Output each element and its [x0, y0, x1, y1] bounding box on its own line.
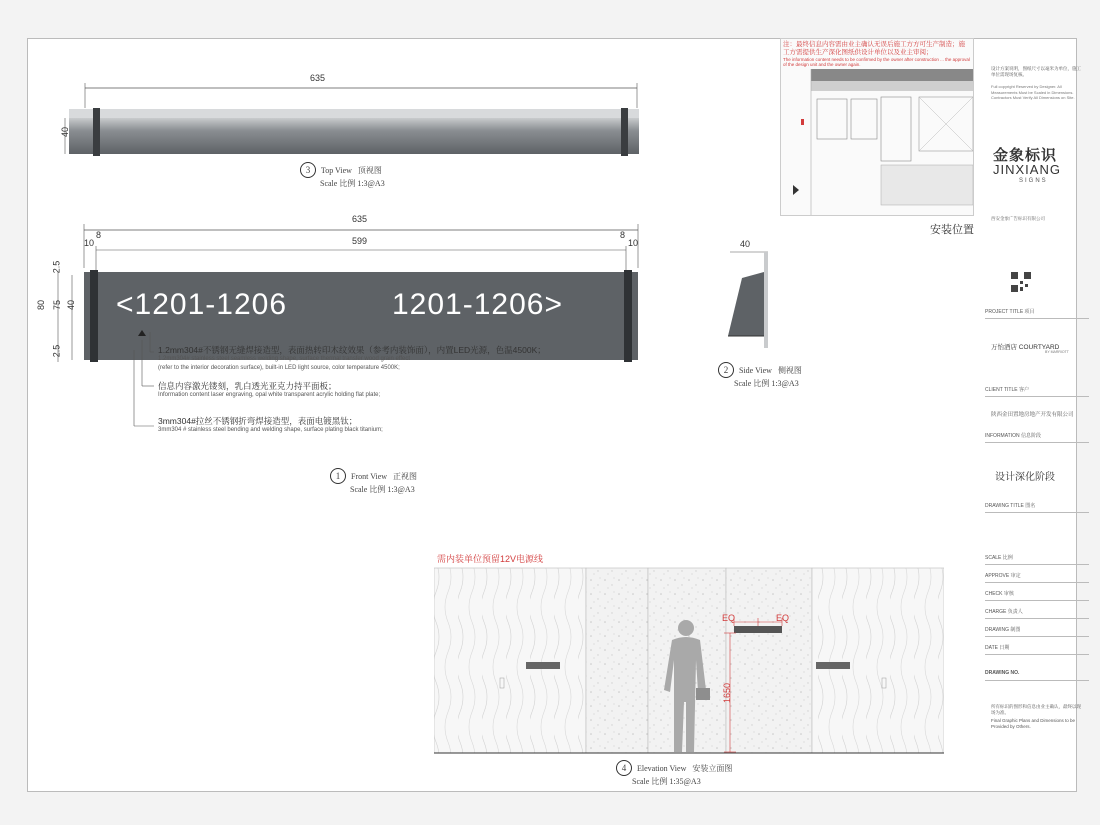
side-view-dim-40: 40 [740, 239, 751, 249]
location-warning-en: The information content needs to be confirmed by the owner after construction ... the approval of the design unit and the owner again. [783, 57, 970, 67]
company-logo-cn: 金象标识 [993, 147, 1058, 164]
chevron-right-icon: > [544, 288, 563, 321]
elevation-view-scale: Scale 比例 1:35@A3 [632, 777, 701, 786]
front-view-dim-75: 75 [52, 299, 63, 311]
sign-text-right [392, 288, 563, 322]
note-1-cn: 1.2mm304#不锈钢无缝焊接造型，表面热转印木纹效果（参考内装饰面），内置LED光源，色温4500K； [158, 345, 546, 355]
project-title-label: PROJECT TITLE 项目 [985, 309, 1035, 315]
power-note: 需内装单位预留12V电源线 [437, 554, 544, 564]
company-logo-sub: SIGNS [1019, 178, 1048, 184]
side-view-number: 2 [718, 362, 734, 378]
date-label: DATE 日期 [985, 645, 1010, 651]
top-view-number: 3 [300, 162, 316, 178]
note-3-cn: 3mm304#拉丝不锈钢折弯焊接造型，表面电镀黑钛； [158, 416, 358, 426]
elevation-view-title-block [616, 760, 732, 787]
side-view-scale: Scale 比例 1:3@A3 [734, 379, 799, 388]
top-view-title: Top View [320, 166, 352, 175]
front-view-dim-2-5-bottom: 2.5 [51, 344, 62, 358]
note-2-cn: 信息内容激光镂刻，乳白透光亚克力持平面板； [158, 381, 337, 391]
chevron-left-icon: < [116, 288, 135, 321]
side-view-drawing [720, 244, 790, 354]
top-view-title-block [300, 162, 385, 189]
project-logo-sub: BY MARRIOTT [1045, 350, 1069, 354]
drawing-no-row [985, 670, 1089, 681]
front-view-dim-10-right: 10 [628, 238, 639, 248]
information-row [985, 432, 1089, 443]
charge-label: CHARGE 负责人 [985, 609, 1023, 615]
front-view-dim-635: 635 [352, 214, 368, 224]
front-view-number: 1 [330, 468, 346, 484]
qr-code-icon [1011, 272, 1031, 292]
front-view-note-1 [158, 346, 546, 373]
top-view-dim-635: 635 [310, 73, 326, 83]
client-name: 陕西金田置地房地产开发有限公司 [991, 412, 1074, 418]
front-view-dim-2-5-top: 2.5 [51, 260, 62, 274]
top-view-dim-40: 40 [60, 126, 71, 138]
project-logo: 万怡酒店 COURTYARD [991, 344, 1060, 351]
front-view-scale: Scale 比例 1:3@A3 [350, 485, 415, 494]
front-view-dim-10-left: 10 [84, 238, 95, 248]
check-row [985, 590, 1089, 601]
note-2-en: Information content laser engraving, opal white transparent acrylic holding flat plate; [158, 392, 381, 398]
drawing-no-label: DRAWING NO. [985, 670, 1020, 676]
front-view-dim-40: 40 [66, 299, 77, 311]
date-row [985, 644, 1089, 655]
side-view-title-block [718, 362, 802, 389]
scale-label: SCALE 比例 [985, 555, 1013, 561]
approve-row [985, 572, 1089, 583]
front-view-title-cn: 正视图 [393, 472, 418, 481]
elevation-view-number: 4 [616, 760, 632, 776]
front-view-dim-8-left: 8 [96, 230, 102, 240]
sign-room-range-right: 1201-1206 [392, 288, 545, 321]
check-label: CHECK 审核 [985, 591, 1014, 597]
front-view-note-3 [158, 417, 383, 435]
project-title-row [985, 308, 1089, 319]
eq-right: EQ [776, 613, 790, 623]
drawing-label: DRAWING 制图 [985, 627, 1021, 633]
note-1-en-a: 1.2mm304# stainless steel seamless welding shape, surface thermal transfer wood grain effect [158, 356, 411, 362]
side-view-title: Side View [739, 366, 772, 375]
front-view-title: Front View [351, 472, 388, 481]
front-view-title-block [330, 468, 417, 495]
company-logo-en: JINXIANG [993, 162, 1061, 177]
elevation-view-title: Elevation View [637, 764, 687, 773]
location-label: 安装位置 [930, 224, 974, 236]
eq-left: EQ [722, 613, 736, 623]
scale-row [985, 554, 1089, 565]
design-stage: 设计深化阶段 [995, 472, 1055, 483]
location-warning-cn: 注：最终信息内容需由业主确认无误后施工方方可生产制造；施工方需提供生产深化图纸供设计单位以及业主审阅； [783, 41, 965, 56]
top-view-scale: Scale 比例 1:3@A3 [320, 179, 385, 188]
charge-row [985, 608, 1089, 619]
company-name: 西安金象广告标识有限公司 [991, 216, 1045, 221]
side-view-title-cn: 侧视图 [777, 366, 802, 375]
drawing-title-row [985, 502, 1089, 513]
title-block-footer-en: Final Graphic Plans and Dimensions to be Provided by Others. [991, 718, 1076, 729]
drawing-row [985, 626, 1089, 637]
elevation-dim-1650: 1650 [722, 682, 733, 704]
client-title-row [985, 386, 1089, 397]
title-block-notes-cn: 设计方案说明，图纸尺寸以毫米为单位，施工单位需现场复核。 [991, 66, 1081, 77]
front-view-dim-8-right: 8 [620, 230, 626, 240]
sign-text-left [116, 288, 287, 322]
title-block-footer-cn: 所有标识的图形和信息由业主确认，最终以现场为准。 [991, 704, 1081, 715]
top-view-title-cn: 顶视图 [357, 166, 382, 175]
approve-label: APPROVE 审定 [985, 573, 1021, 579]
client-title-label: CLIENT TITLE 客户 [985, 387, 1029, 393]
elevation-view-title-cn: 安装立面图 [692, 764, 733, 773]
front-view-note-2 [158, 382, 380, 400]
note-1-en-b: (refer to the interior decoration surface), built-in LED light source, color temperature 4500K; [158, 365, 400, 371]
front-view-dim-80: 80 [36, 299, 47, 311]
sign-room-range-left: 1201-1206 [134, 288, 287, 321]
title-block-notes-en: Full copyright Reserved by Designer. All Measurements Must be Scaled in Dimensions. Contractors Must Verify All Dimensions on Site. [991, 84, 1075, 100]
drawing-title-label: DRAWING TITLE 图名 [985, 503, 1036, 509]
elevation-drawing [434, 562, 944, 757]
location-plan [780, 38, 974, 216]
note-3-en: 3mm304 # stainless steel bending and welding shape, surface plating black titanium; [158, 427, 383, 433]
title-block [985, 58, 1089, 748]
location-floorplan [781, 69, 973, 215]
front-view-dim-599: 599 [352, 236, 368, 246]
information-label: INFORMATION 信息阶段 [985, 433, 1042, 439]
